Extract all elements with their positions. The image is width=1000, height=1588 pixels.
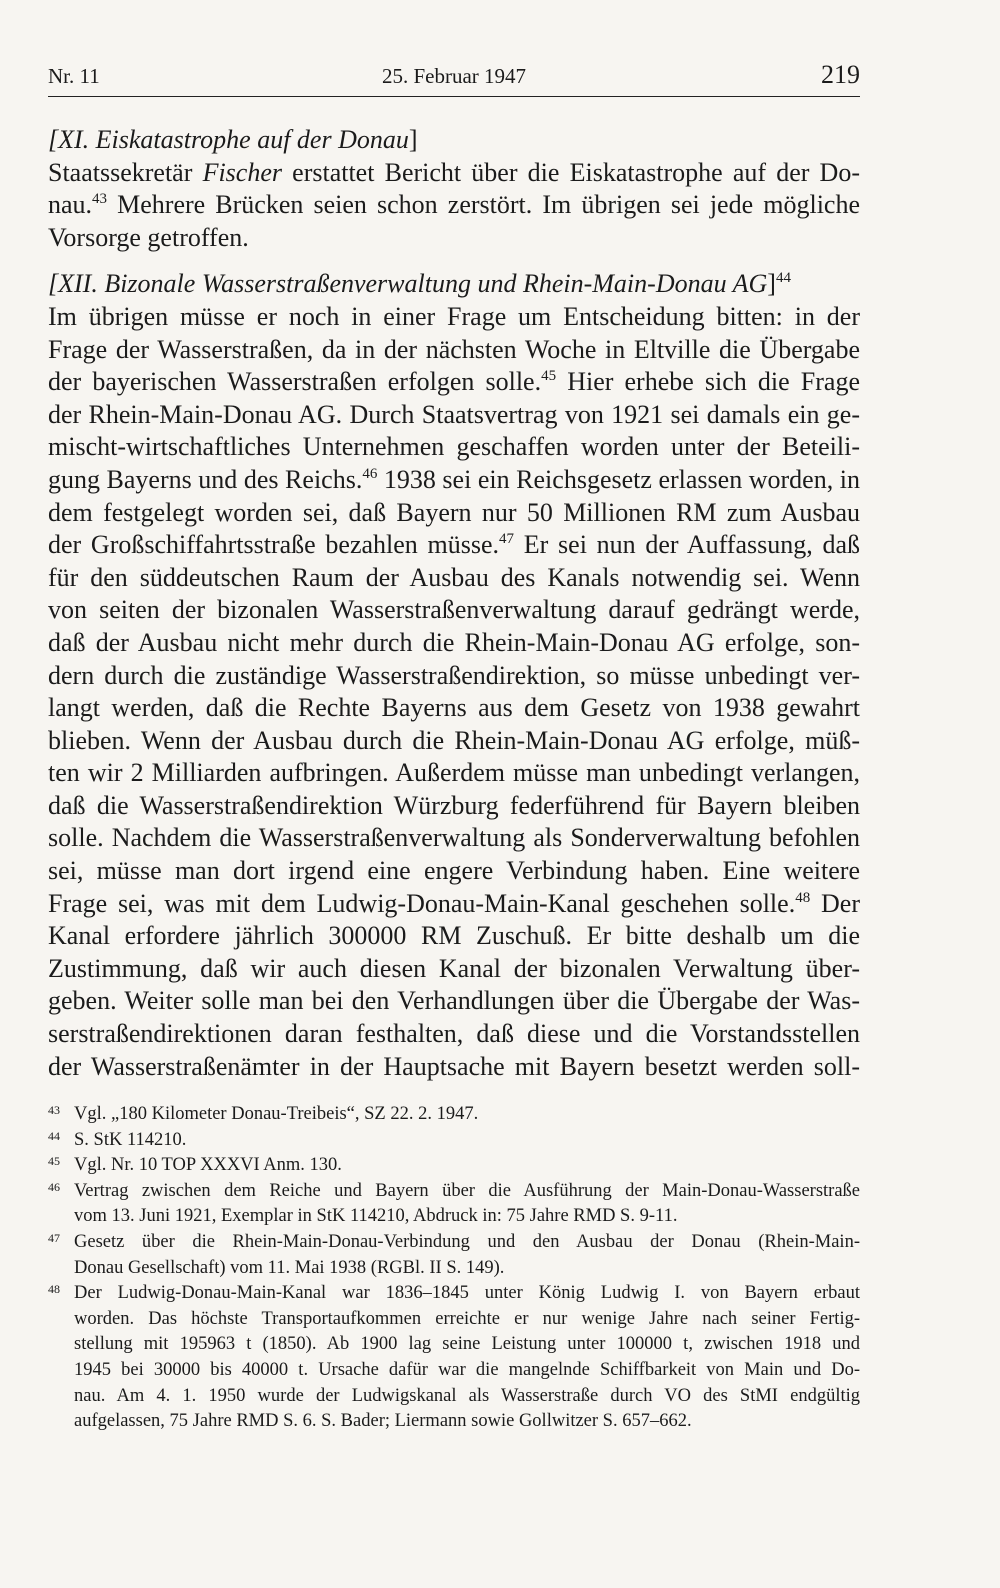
footnote-line: 1945 bei 30000 bis 40000 t. Ursache dafür war die mangelnde Schiffbarkeit von Main und Do-	[74, 1359, 860, 1380]
footnote-line: worden. Das höchste Transportaufkommen erreichte er nur wenige Jahre nach seiner Fertig-	[74, 1308, 860, 1329]
paragraph-line: serstraßendirektionen daran festhalten, daß diese und die Vorstandsstellen	[48, 1019, 860, 1049]
paragraph-line: Staatssekretär Fischer erstattet Bericht über die Eiskatastrophe auf der Do-	[48, 157, 860, 187]
section-heading-xi: [XI. Eiskatastrophe auf der Donau]	[48, 125, 418, 154]
running-header	[48, 60, 860, 97]
header-date: 25. Februar 1947	[381, 64, 527, 88]
paragraph-line: Zustimmung, daß wir auch diesen Kanal der bizonalen Verwaltung über-	[48, 953, 860, 983]
footnote-line: nau. Am 4. 1. 1950 wurde der Ludwigskanal als Wasserstraße durch VO des StMI endgültig	[74, 1385, 860, 1406]
footnote-43	[48, 1102, 860, 1128]
paragraph-line: sei, müsse man dort irgend eine engere Verbindung haben. Eine weitere	[48, 856, 860, 886]
paragraph-line: dem festgelegt worden sei, daß Bayern nur 50 Millionen RM zum Ausbau	[48, 497, 860, 527]
paragraph-line: für den süddeutschen Raum der Ausbau des Kanals notwendig sei. Wenn	[48, 562, 860, 592]
paragraph-line: langt werden, daß die Rechte Bayerns aus dem Gesetz von 1938 gewahrt	[48, 693, 860, 723]
paragraph-line: Vorsorge getroffen.	[48, 222, 249, 252]
paragraph-line: mischt-wirtschaftliches Unternehmen geschaffen worden unter der Beteili-	[48, 432, 860, 462]
paragraph-line: Frage sei, was mit dem Ludwig-Donau-Main-Kanal geschehen solle.$^{48}$ Der	[48, 888, 860, 918]
footnote-line: Der Ludwig-Donau-Main-Kanal war 1836–1845 unter König Ludwig I. von Bayern erbaut	[74, 1283, 860, 1304]
footnote-ref-44: 44	[775, 270, 791, 287]
footnotes	[48, 1102, 860, 1435]
footnote-number: 46	[48, 1179, 60, 1194]
footnote-46	[48, 1179, 860, 1230]
paragraph-line: daß der Ausbau nicht mehr durch die Rhein-Main-Donau AG erfolge, son-	[48, 627, 860, 657]
footnote-number: 44	[48, 1128, 60, 1143]
footnote-line: stellung mit 195963 t (1850). Ab 1900 lag seine Leistung unter 100000 t, zwischen 1918 und	[74, 1334, 860, 1355]
paragraph-line: der Rhein-Main-Donau AG. Durch Staatsvertrag von 1921 sei damals ein ge-	[48, 399, 860, 429]
paragraph-line: der Wasserstraßenämter in der Hauptsache mit Bayern besetzt werden soll-	[48, 1051, 860, 1081]
footnote-number: 47	[48, 1230, 60, 1245]
footnote-line: Vgl. „180 Kilometer Donau-Treibeis“, SZ 22. 2. 1947.	[74, 1104, 479, 1124]
footnote-line: aufgelassen, 75 Jahre RMD S. 6. S. Bader; Liermann sowie Gollwitzer S. 657–662.	[74, 1411, 692, 1432]
paragraph-line: der bayerischen Wasserstraßen erfolgen solle.$^{45}$ Hier erhebe sich die Frage	[48, 367, 860, 397]
paragraph-line: solle. Nachdem die Wasserstraßenverwaltung als Sonderverwaltung befohlen	[48, 823, 860, 853]
paragraph-line: daß die Wasserstraßendirektion Würzburg federführend für Bayern bleiben	[48, 790, 860, 820]
footnote-line: Vertrag zwischen dem Reiche und Bayern über die Ausführung der Main-Donau-Wasserstraße	[74, 1180, 860, 1201]
footnote-ref-45: 45	[541, 368, 557, 385]
footnote-line: Donau Gesellschaft) vom 11. Mai 1938 (RGBl. II S. 149).	[74, 1257, 505, 1278]
paragraph-line: dern durch die zuständige Wasserstraßendirektion, so müsse unbedingt ver-	[48, 660, 860, 690]
paragraph-line: Im übrigen müsse er noch in einer Frage um Entscheidung bitten: in der	[48, 301, 860, 331]
footnote-ref-43: 43	[92, 191, 108, 208]
paragraph-line: der Großschiffahrtsstraße bezahlen müsse.$^{47}$ Er sei nun der Auffassung, daß	[48, 530, 861, 560]
footnote-line: Gesetz über die Rhein-Main-Donau-Verbindung und den Ausbau der Donau (Rhein-Main-	[74, 1231, 860, 1252]
paragraph-line: nau.$^{43}$ Mehrere Brücken seien schon zerstört. Im übrigen sei jede mögliche	[48, 190, 860, 220]
footnote-line: Vgl. Nr. 10 TOP XXXVI Anm. 130.	[74, 1155, 342, 1176]
footnote-45	[48, 1153, 860, 1179]
section-heading-xii: [XII. Bizonale Wasserstraßenverwaltung und Rhein-Main-Donau AG]$^{44}$	[48, 269, 791, 299]
paragraph-line: von seiten der bizonalen Wasserstraßenverwaltung darauf gedrängt werde,	[48, 595, 860, 625]
paragraph-line: Frage der Wasserstraßen, da in der nächsten Woche in Eltville die Übergabe	[48, 334, 860, 364]
footnote-ref-47: 47	[499, 531, 515, 548]
paragraph-line: Kanal erfordere jährlich 300000 RM Zuschuß. Er bitte deshalb um die	[48, 921, 860, 951]
footnote-number: 45	[48, 1154, 60, 1169]
footnote-line: S. StK 114210.	[74, 1129, 187, 1150]
footnote-line: vom 13. Juni 1921, Exemplar in StK 114210, Abdruck in: 75 Jahre RMD S. 9-11.	[74, 1206, 678, 1227]
footnote-number: 43	[48, 1103, 60, 1117]
page-number: 219	[821, 60, 860, 89]
paragraph-line: gung Bayerns und des Reichs.$^{46}$ 1938 sei ein Reichsgesetz erlassen worden, in	[48, 464, 860, 494]
footnote-ref-48: 48	[795, 889, 811, 906]
paragraph-line: geben. Weiter solle man bei den Verhandlungen über die Übergabe der Was-	[48, 986, 860, 1016]
paragraph-line: blieben. Wenn der Ausbau durch die Rhein-Main-Donau AG erfolge, müß-	[48, 725, 860, 755]
issue-number: Nr. 11	[48, 64, 100, 88]
footnote-48	[48, 1281, 860, 1435]
footnote-ref-46: 46	[362, 465, 378, 482]
footnote-44	[48, 1128, 860, 1154]
footnote-number: 48	[48, 1282, 60, 1297]
main-text	[48, 124, 860, 1083]
footnote-47	[48, 1230, 860, 1281]
paragraph-line: ten wir 2 Milliarden aufbringen. Außerdem müsse man unbedingt verlangen,	[48, 758, 860, 788]
